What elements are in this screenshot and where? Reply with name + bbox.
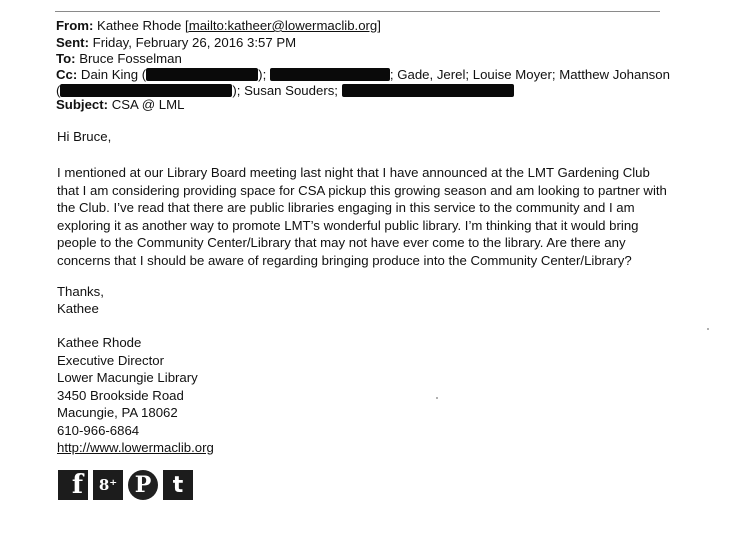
subject-line (56, 96, 184, 113)
google-plus-icon[interactable]: 8⁺ (93, 470, 123, 500)
closing: Thanks, (57, 284, 104, 299)
paragraph-line: concerns that I should be aware of regarding bringing produce into the Community Center/Library? (57, 252, 632, 268)
message-paragraph (57, 164, 667, 269)
signature-block (57, 334, 214, 457)
from-name: Kathee Rhode (97, 18, 182, 33)
signature-name: Kathee Rhode (57, 335, 142, 350)
sent-label: Sent: (56, 35, 89, 50)
cc-line (56, 66, 670, 83)
paragraph-line: exploring it as another way to promote LMT’s wonderful public library. I’m thinking that it would bring (57, 217, 639, 233)
cc-part-4: ( (56, 83, 61, 98)
signature-title: Executive Director (57, 352, 165, 368)
pinterest-icon[interactable]: P (128, 470, 158, 500)
closing-name: Kathee (57, 301, 99, 316)
sent-line (56, 34, 296, 51)
paragraph-line: the Club. I’ve read that there are public libraries engaging in this service to the community and I am (57, 200, 635, 215)
to-value: Bruce Fosselman (79, 51, 182, 66)
signature-city: Macungie, PA 18062 (57, 405, 178, 420)
cc-label: Cc: (56, 67, 78, 82)
website-link[interactable]: http://www.lowermaclib.org (57, 440, 214, 455)
subject-value: CSA @ LML (111, 97, 185, 112)
paragraph-line: I mentioned at our Library Board meeting last night that I have announced at the LMT Gardening Club (57, 165, 650, 180)
subject-label: Subject: (56, 97, 109, 112)
paragraph-line: people to the Community Center/Library that may not have ever come to the library. Are there any (57, 235, 626, 250)
greeting: Hi Bruce, (57, 129, 112, 144)
scan-speck (436, 397, 438, 399)
signature-phone: 610-966-6864 (57, 422, 140, 438)
cc-part-1: Dain King ( (80, 67, 147, 82)
from-line (56, 17, 381, 34)
social-icons (58, 470, 193, 500)
facebook-icon[interactable]: f (58, 470, 88, 500)
paragraph-line: that I am considering providing space for CSA pickup this growing season and am looking to partner with (57, 182, 667, 198)
header-divider (55, 11, 660, 12)
redaction-box (270, 68, 390, 81)
from-email-link[interactable]: [mailto:katheer@lowermaclib.org] (185, 18, 381, 33)
signature-org: Lower Macungie Library (57, 370, 198, 385)
to-line (56, 50, 182, 67)
cc-part-2: ); (258, 67, 267, 82)
twitter-icon[interactable]: t (163, 470, 193, 500)
sent-value: Friday, February 26, 2016 3:57 PM (92, 35, 297, 50)
to-label: To: (56, 51, 76, 66)
from-label: From: (56, 18, 94, 33)
scan-speck (707, 328, 709, 330)
cc-part-3: ; Gade, Jerel; Louise Moyer; Matthew Johanson (389, 67, 670, 82)
redaction-box (146, 68, 258, 81)
cc-part-5: ); Susan Souders; (232, 83, 338, 98)
redaction-box (342, 84, 514, 97)
signature-address: 3450 Brookside Road (57, 387, 184, 403)
